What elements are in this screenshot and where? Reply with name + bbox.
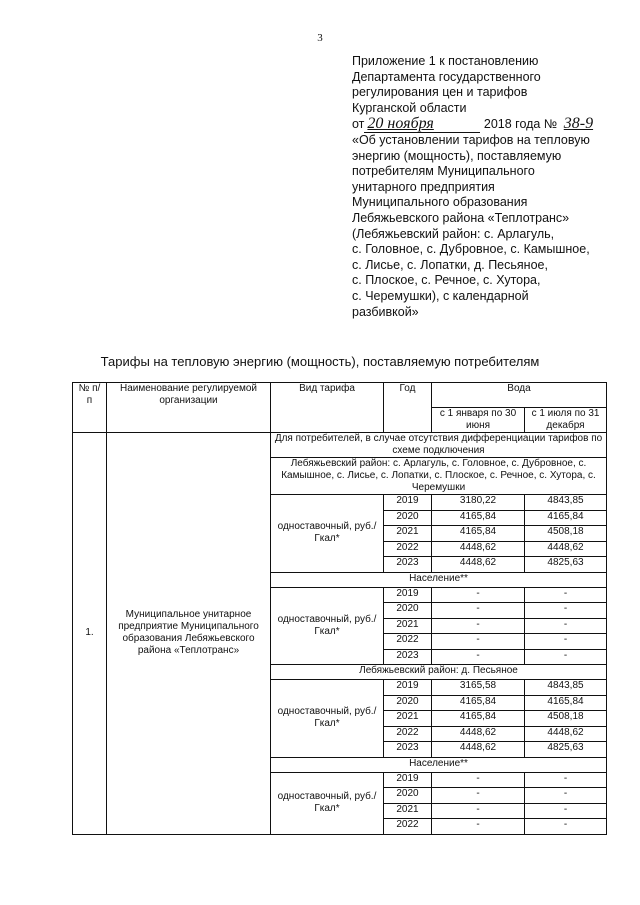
value-h2: 4508,18: [525, 711, 607, 727]
year-cell: 2020: [384, 603, 432, 619]
table-title: Тарифы на тепловую энергию (мощность), поставляемую потребителям: [100, 354, 540, 369]
value-h1: -: [432, 803, 525, 819]
tariff-type-label: одноставочный, руб./Гкал*: [271, 680, 384, 758]
tariff-type-label: одноставочный, руб./Гкал*: [271, 587, 384, 665]
year-cell: 2023: [384, 557, 432, 573]
year-cell: 2023: [384, 742, 432, 758]
year-cell: 2020: [384, 510, 432, 526]
year-cell: 2019: [384, 587, 432, 603]
value-h1: 4165,84: [432, 711, 525, 727]
tariff-table: [72, 382, 607, 835]
header-year: Год: [384, 383, 432, 433]
value-h2: 4825,63: [525, 742, 607, 758]
appendix-title-line: энергию (мощность), поставляемую: [352, 148, 562, 163]
value-h2: -: [525, 819, 607, 835]
value-h1: -: [432, 587, 525, 603]
row-number: 1.: [73, 433, 107, 835]
value-h1: 3165,58: [432, 680, 525, 696]
year-cell: 2021: [384, 803, 432, 819]
year-cell: 2022: [384, 541, 432, 557]
header-organization: Наименование регулируемой организации: [107, 383, 271, 433]
year-cell: 2019: [384, 680, 432, 696]
appendix-title-line: потребителям Муниципального: [352, 164, 535, 179]
value-h1: 4165,84: [432, 510, 525, 526]
year-text: 2018 года №: [483, 117, 558, 132]
header-water: Вода: [432, 383, 607, 408]
appendix-header: [352, 54, 612, 320]
population-label: Население**: [271, 572, 607, 587]
year-cell: 2022: [384, 819, 432, 835]
value-h2: 4448,62: [525, 541, 607, 557]
value-h2: -: [525, 803, 607, 819]
appendix-title-line: с. Плоское, с. Речное, с. Хутора,: [352, 273, 541, 288]
value-h2: -: [525, 788, 607, 804]
appendix-title-line: «Об установлении тарифов на тепловую: [352, 132, 590, 147]
value-h1: -: [432, 634, 525, 650]
value-h2: 4825,63: [525, 557, 607, 573]
value-h1: 4448,62: [432, 557, 525, 573]
value-h2: -: [525, 618, 607, 634]
page-number: 3: [317, 32, 323, 44]
year-cell: 2019: [384, 495, 432, 511]
section-all-consumers: Для потребителей, в случае отсутствия дифференциации тарифов по схеме подключения: [271, 433, 607, 458]
value-h1: 3180,22: [432, 495, 525, 511]
appendix-title-line: Муниципального образования: [352, 195, 528, 210]
value-h1: 4448,62: [432, 742, 525, 758]
value-h2: -: [525, 772, 607, 788]
value-h2: 4165,84: [525, 695, 607, 711]
year-cell: 2021: [384, 618, 432, 634]
value-h2: 4508,18: [525, 526, 607, 542]
appendix-line: Курганской области: [352, 100, 467, 115]
appendix-title-line: с. Лисье, с. Лопатки, д. Песьяное,: [352, 257, 548, 272]
organization-name: Муниципальное унитарное предприятие Муниципального образования Лебяжьевского района «Теплотранс»: [107, 433, 271, 835]
appendix-title-line: с. Черемушки), с календарной: [352, 288, 529, 303]
appendix-title-line: Лебяжьевского района «Теплотранс»: [352, 210, 570, 225]
value-h1: -: [432, 649, 525, 665]
value-h1: -: [432, 819, 525, 835]
appendix-title-line: с. Головное, с. Дубровное, с. Камышное,: [352, 242, 590, 257]
value-h2: 4843,85: [525, 495, 607, 511]
appendix-line: регулирования цен и тарифов: [352, 85, 528, 100]
value-h1: -: [432, 618, 525, 634]
value-h2: -: [525, 587, 607, 603]
value-h1: 4448,62: [432, 541, 525, 557]
year-cell: 2020: [384, 695, 432, 711]
year-cell: 2019: [384, 772, 432, 788]
value-h1: 4165,84: [432, 526, 525, 542]
value-h2: -: [525, 649, 607, 665]
year-cell: 2021: [384, 526, 432, 542]
date-prefix: от: [352, 117, 365, 132]
value-h2: -: [525, 603, 607, 619]
value-h2: 4448,62: [525, 726, 607, 742]
appendix-date-line: [352, 116, 612, 133]
appendix-line: Департамента государственного: [352, 69, 541, 84]
value-h2: 4165,84: [525, 510, 607, 526]
year-cell: 2020: [384, 788, 432, 804]
region-label: Лебяжьевский район: д. Песьяное: [271, 665, 607, 680]
value-h1: -: [432, 788, 525, 804]
header-tariff-type: Вид тарифа: [271, 383, 384, 433]
region-label: Лебяжьевский район: с. Арлагуль, с. Головное, с. Дубровное, с. Камышное, с. Лисье, с. Лопатки, с. Плоское, с. Речное, с. Хутора, с. Черемушки: [271, 458, 607, 495]
appendix-title-line: разбивкой»: [352, 304, 419, 319]
year-cell: 2023: [384, 649, 432, 665]
year-cell: 2022: [384, 634, 432, 650]
appendix-title-line: (Лебяжьевский район: с. Арлагуль,: [352, 226, 555, 241]
appendix-title-line: унитарного предприятия: [352, 179, 495, 194]
header-period-1: с 1 января по 30 июня: [432, 408, 525, 433]
header-period-2: с 1 июля по 31 декабря: [525, 408, 607, 433]
value-h1: -: [432, 603, 525, 619]
appendix-line: Приложение 1 к постановлению: [352, 54, 539, 68]
tariff-type-label: одноставочный, руб./Гкал*: [271, 495, 384, 573]
header-num: № п/п: [73, 383, 107, 433]
handwritten-number: 38-9: [563, 115, 594, 133]
value-h1: 4448,62: [432, 726, 525, 742]
tariff-type-label: одноставочный, руб./Гкал*: [271, 772, 384, 834]
year-cell: 2021: [384, 711, 432, 727]
handwritten-date: 20 ноября: [364, 116, 480, 133]
population-label: Население**: [271, 757, 607, 772]
year-cell: 2022: [384, 726, 432, 742]
value-h1: -: [432, 772, 525, 788]
value-h1: 4165,84: [432, 695, 525, 711]
value-h2: -: [525, 634, 607, 650]
value-h2: 4843,85: [525, 680, 607, 696]
